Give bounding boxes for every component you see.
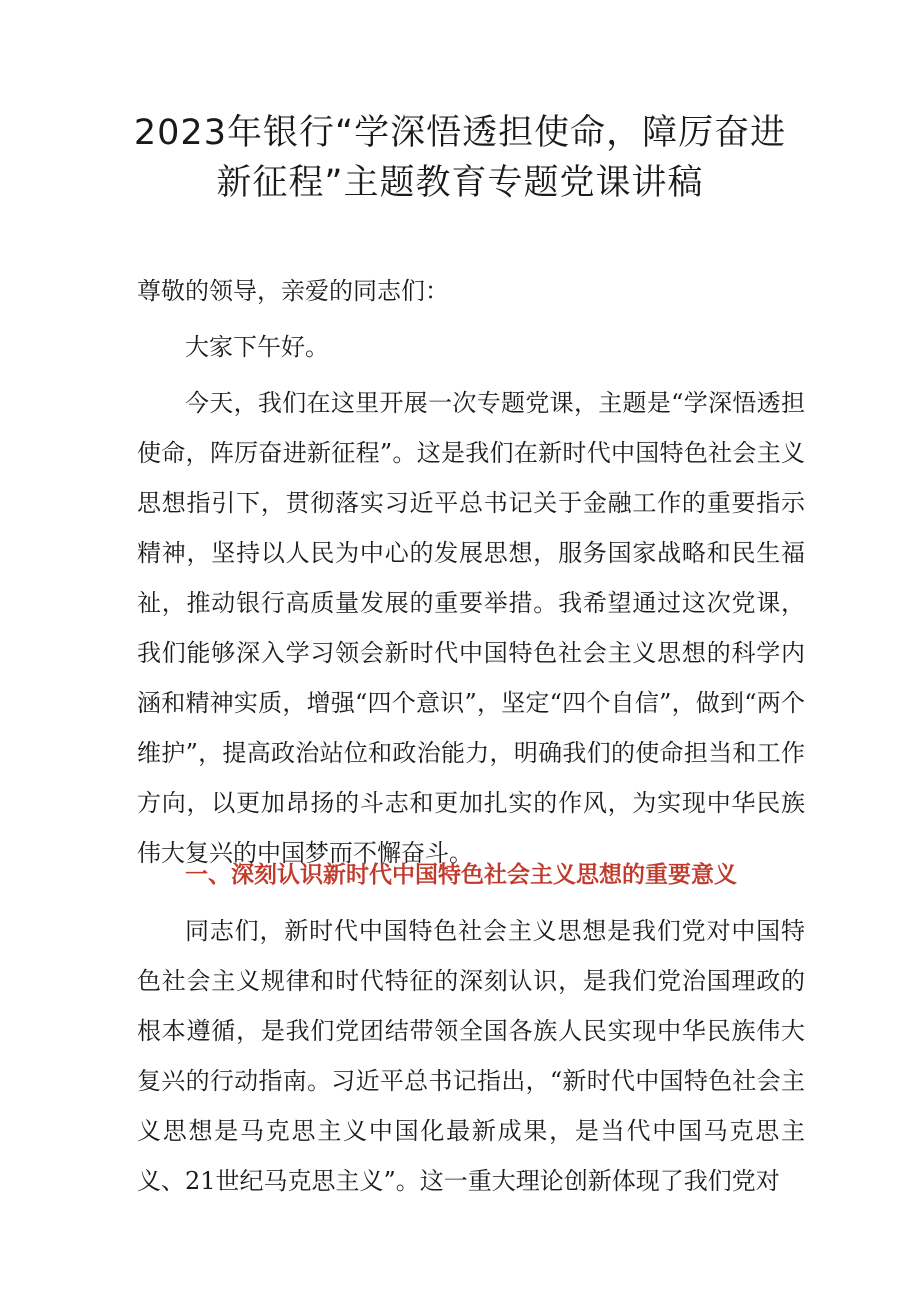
paragraph-section-1: 同志们，新时代中国特色社会主义思想是我们党对中国特色社会主义规律和时代特征的深刻认识，是我们党治国理政的根本遵循，是我们党团结带领全国各族人民实现中华民族伟大复兴的行动指南。习近平总书记指出，“新时代中国特色社会主义思想是马克思主义中国化最新成果，是当代中国马克思主义、21世纪马克思主义”。这一重大理论创新体现了我们党对 bbox=[137, 917, 805, 1195]
salutation: 尊敬的领导，亲爱的同志们： bbox=[137, 277, 449, 305]
section-heading-1: 一、深刻认识新时代中国特色社会主义思想的重要意义 bbox=[185, 862, 737, 888]
document-title bbox=[100, 108, 820, 208]
paragraph-intro: 今天，我们在这里开展一次专题党课，主题是“学深悟透担使命，阵厉奋进新征程”。这是我们在新时代中国特色社会主义思想指引下，贯彻落实习近平总书记关于金融工作的重要指示精神，坚持以人民为中心的发展思想，服务国家战略和民生福祉，推动银行高质量发展的重要举措。我希望通过这次党课，我们能够深入学习领会新时代中国特色社会主义思想的科学内涵和精神实质，增强“四个意识”，坚定“四个自信”，做到“两个维护”，提高政治站位和政治能力，明确我们的使命担当和工作方向，以更加昂扬的斗志和更加扎实的作风，为实现中华民族伟大复兴的中国梦而不懈奋斗。 bbox=[137, 389, 805, 867]
title-line-1: 2023年银行“学深悟透担使命，障厉奋进 bbox=[133, 113, 787, 153]
title-line-2: 新征程”主题教育专题党课讲稿 bbox=[216, 163, 704, 203]
greeting: 大家下午好。 bbox=[185, 333, 329, 361]
